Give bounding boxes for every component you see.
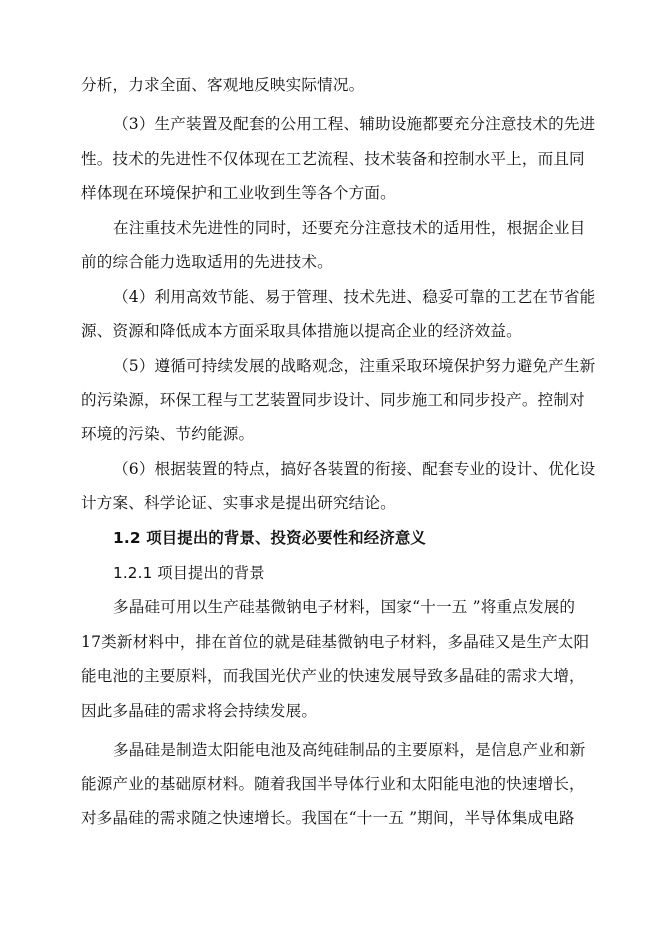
paragraph-line: 样体现在环境保护和工业收到生等各个方面。 [81,184,396,202]
paragraph-line: （5）遵循可持续发展的战略观念，注重采取环境保护努力避免产生新 [113,357,596,375]
paragraph-line: （6）根据装置的特点，搞好各装置的衔接、配套专业的设计、优化设 [113,460,596,478]
section-heading: 1.2 项目提出的背景、投资必要性和经济意义 [113,529,426,547]
paragraph-line: 计方案、科学论证、实事求是提出研究结论。 [81,494,396,512]
paragraph-line: 分析，力求全面、客观地反映实际情况。 [81,76,365,94]
paragraph-line: （3）生产装置及配套的公用工程、辅助设施都要充分注意技术的先进 [113,115,596,133]
paragraph-line: 因此多晶硅的需求将会持续发展。 [81,702,318,720]
paragraph-line: 环境的污染、节约能源。 [81,425,255,443]
paragraph-line: 17类新材料中，排在首位的就是硅基微钠电子材料，多晶硅又是生产太阳 [81,633,590,651]
subsection-heading: 1.2.1 项目提出的背景 [113,564,265,582]
paragraph-line: 前的综合能力选取适用的先进技术。 [81,253,333,271]
paragraph-line: 的污染源，环保工程与工艺装置同步设计、同步施工和同步投产。控制对 [81,391,585,409]
paragraph-line: 在注重技术先进性的同时，还要充分注意技术的适用性，根据企业目 [113,219,586,237]
paragraph-line: 能源产业的基础原材料。随着我国半导体行业和太阳能电池的快速增长， [81,775,585,793]
paragraph-line: 多晶硅是制造太阳能电池及高纯硅制品的主要原料，是信息产业和新 [113,741,586,759]
paragraph-line: 源、资源和降低成本方面采取具体措施以提高企业的经济效益。 [81,322,522,340]
paragraph-line: 多晶硅可用以生产硅基微钠电子材料，国家“十一五 ”将重点发展的 [113,598,576,616]
paragraph-line: 能电池的主要原料，而我国光伏产业的快速发展导致多晶硅的需求大增， [81,667,585,685]
paragraph-line: 对多晶硅的需求随之快速增长。我国在“十一五 ”期间，半导体集成电路 [81,809,575,827]
paragraph-line: （4）利用高效节能、易于管理、技术先进、稳妥可靠的工艺在节省能 [113,288,596,306]
paragraph-line: 性。技术的先进性不仅体现在工艺流程、技术装备和控制水平上，而且同 [81,150,585,168]
